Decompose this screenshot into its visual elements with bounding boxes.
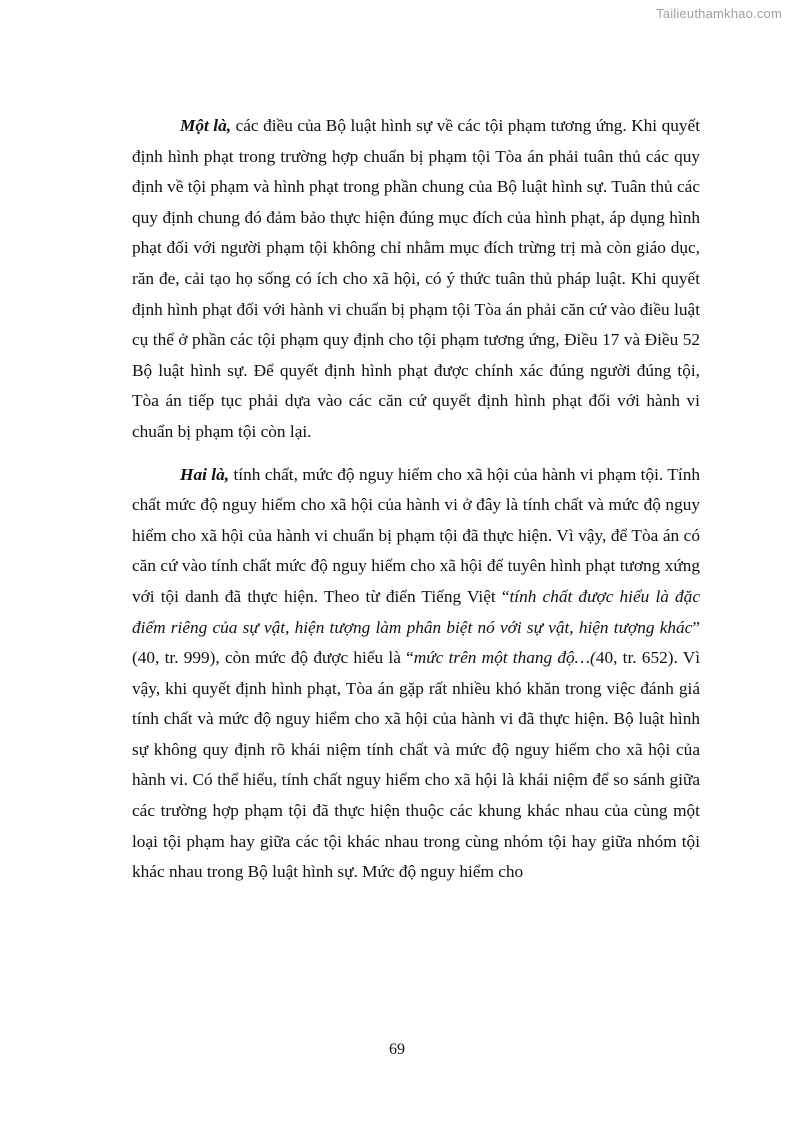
page-number: 69 — [389, 1041, 405, 1058]
paragraph-1 — [132, 111, 700, 448]
body-text — [132, 111, 700, 888]
paragraph-2-text-b: ” (40, tr. 999), còn mức độ được hiểu là “ — [132, 617, 700, 668]
paragraph-2-text-a: tính chất, mức độ nguy hiểm cho xã hội của hành vi phạm tội. Tính chất mức độ nguy hiểm cho xã hội của hành vi ở đây là tính chất và mức độ nguy hiểm cho xã hội của hành vi chuẩn bị phạm tội đã thực hiện. Vì vậy, để Tòa án có căn cứ vào tính chất mức độ nguy hiểm cho xã hội để tuyên hình phạt tương xứng với tội danh đã thực hiện. Theo từ điển Tiếng Việt “ — [132, 464, 701, 606]
watermark: Tailieuthamkhao.com — [656, 6, 782, 21]
paragraph-1-lead: Một là, — [180, 116, 232, 135]
paragraph-2-lead: Hai là, — [180, 464, 230, 484]
paragraph-2 — [132, 460, 700, 888]
quote-definition-tinh-chat: tính chất được hiểu là đặc điểm riêng của sự vật, hiện tượng làm phân biệt nó với sự vật, hiện tượng khác — [132, 586, 700, 637]
paragraph-1-text: các điều của Bộ luật hình sự về các tội phạm tương ứng. Khi quyết định hình phạt trong trường hợp chuẩn bị phạm tội Tòa án phải tuân thủ các quy định về tội phạm và hình phạt trong phần chung của Bộ luật hình sự. Tuân thủ các quy định chung đó đảm bảo thực hiện đúng mục đích của hình phạt, áp dụng hình phạt đối với người phạm tội không chỉ nhằm mục đích trừng trị mà còn giáo dục, răn đe, cải tạo họ sống có ích cho xã hội, có ý thức tuân thủ pháp luật. Khi quyết định hình phạt đối với hành vi chuẩn bị phạm tội Tòa án phải căn cứ vào điều luật cụ thể ở phần các tội phạm quy định cho tội phạm tương ứng, Điều 17 và Điều 52 Bộ luật hình sự. Để quyết định hình phạt được chính xác đúng người đúng tội, Tòa án tiếp tục phải dựa vào các căn cứ quyết định hình phạt đối với hành vi chuẩn bị phạm tội còn lại. — [132, 116, 701, 441]
paragraph-2-text-c: 40, tr. 652). Vì vậy, khi quyết định hình phạt, Tòa án gặp rất nhiều khó khăn trong việc đánh giá tính chất và mức độ nguy hiểm cho xã hội của hành vi đã thực hiện. Bộ luật hình sự không quy định rõ khái niệm tính chất và mức độ nguy hiểm cho xã hội của hành vi. Có thể hiểu, tính chất nguy hiểm cho xã hội là khái niệm để so sánh giữa các trường hợp phạm tội đã thực hiện thuộc các khung khác nhau của cùng một loại tội phạm hay giữa các tội khác nhau trong cùng nhóm tội hay giữa nhóm tội khác nhau trong Bộ luật hình sự. Mức độ nguy hiểm cho — [132, 648, 700, 882]
quote-definition-muc-do: mức trên một thang độ…( — [413, 648, 596, 668]
